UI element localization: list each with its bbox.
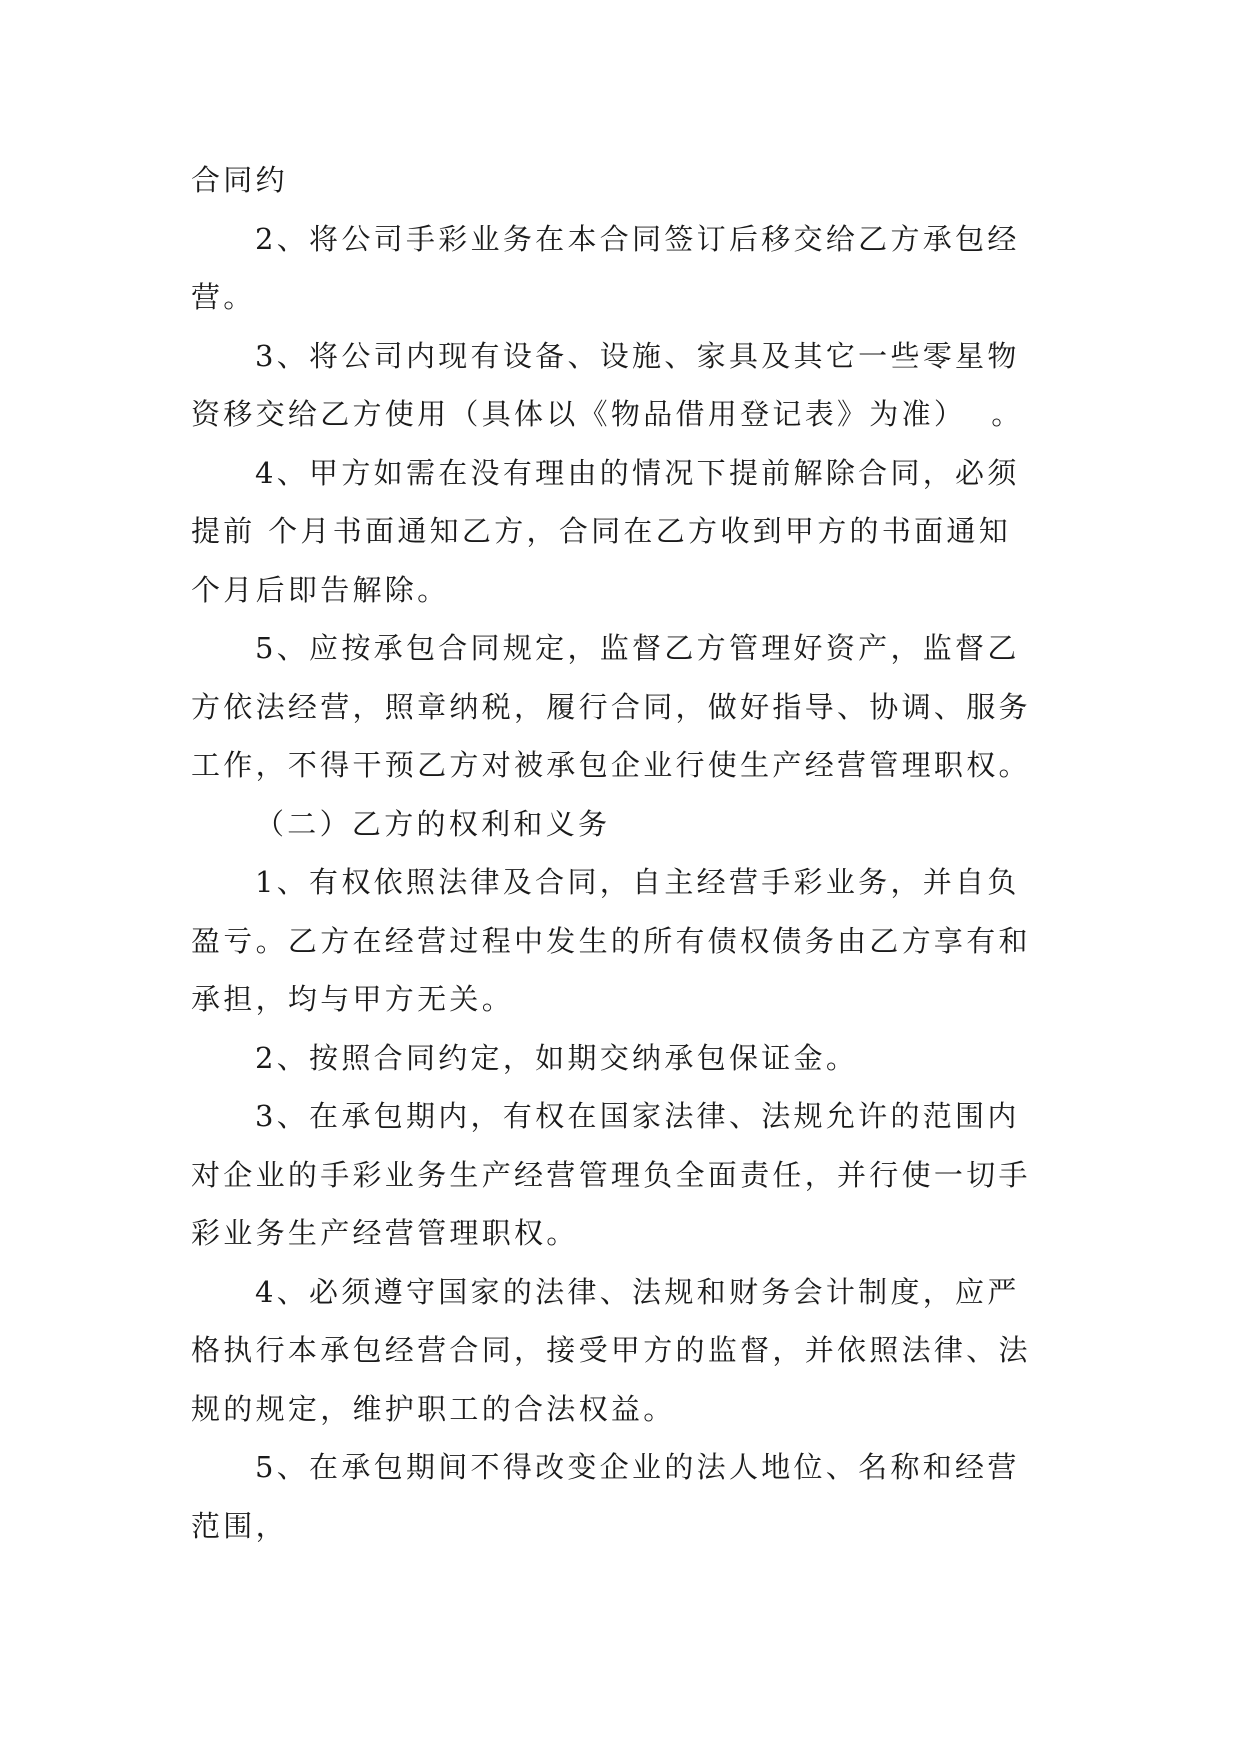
text-line: 3、在承包期内，有权在国家法律、法规允许的范围内 [255, 1099, 1020, 1133]
section-heading: （二）乙方的权利和义务 [255, 806, 611, 841]
text-line: 资移交给乙方使用（具体以《物品借用登记表》为准） 。 [191, 397, 1024, 431]
text-line: 对企业的手彩业务生产经营管理负全面责任，并行使一切手 [191, 1157, 1031, 1192]
text-line: 个月后即告解除。 [191, 572, 450, 607]
text-line: 提前 个月书面通知乙方，合同在乙方收到甲方的书面通知 [191, 514, 1012, 548]
text-line: 规的规定，维护职工的合法权益。 [191, 1391, 676, 1426]
text-line: 营。 [191, 280, 256, 314]
text-line: 2、将公司手彩业务在本合同签订后移交给乙方承包经 [255, 221, 1020, 256]
text-line: 工作，不得干预乙方对被承包企业行使生产经营管理职权。 [191, 748, 1031, 782]
text-line: 合同约 [191, 163, 288, 197]
text-line: 格执行本承包经营合同，接受甲方的监督，并依照法律、法 [191, 1333, 1031, 1367]
text-line: 4、必须遵守国家的法律、法规和财务会计制度，应严 [255, 1274, 1020, 1309]
text-line: 2、按照合同约定，如期交纳承包保证金。 [255, 1040, 859, 1075]
text-line: 彩业务生产经营管理职权。 [191, 1216, 579, 1250]
text-line: 承担，均与甲方无关。 [191, 982, 515, 1016]
text-line: 4、甲方如需在没有理由的情况下提前解除合同，必须 [255, 455, 1020, 490]
text-line: 1、有权依照法律及合同，自主经营手彩业务，并自负 [255, 865, 1020, 899]
document-body [191, 151, 1071, 1555]
text-line: 范围， [191, 1508, 288, 1543]
text-line: 5、在承包期间不得改变企业的法人地位、名称和经营 [255, 1450, 1020, 1484]
text-line: 3、将公司内现有设备、设施、家具及其它一些零星物 [255, 338, 1020, 373]
text-line: 方依法经营，照章纳税，履行合同，做好指导、协调、服务 [191, 689, 1031, 724]
text-line: 5、应按承包合同规定，监督乙方管理好资产，监督乙 [255, 631, 1020, 665]
text-line: 盈亏。乙方在经营过程中发生的所有债权债务由乙方享有和 [191, 923, 1031, 958]
